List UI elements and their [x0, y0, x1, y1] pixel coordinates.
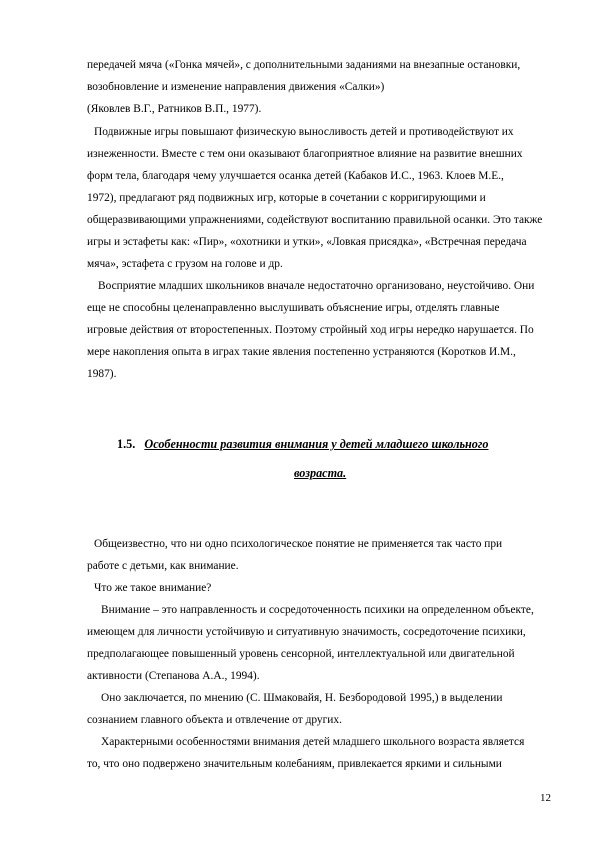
text-line: Восприятие младших школьников вначале недостаточно организовано, неустойчиво. Они [98, 280, 535, 292]
text-line: возобновление и изменение направления движения «Салки») [87, 81, 385, 93]
text-line: Что же такое внимание? [94, 582, 212, 594]
text-line: мяча», эстафета с грузом на голове и др. [87, 258, 283, 270]
text-line: Подвижные игры повышают физическую выносливость детей и противодействуют их [94, 126, 514, 138]
text-line: еще не способны целенаправленно выслушивать объяснение игры, отделять главные [87, 302, 500, 314]
section-title-line2: возраста. [294, 466, 347, 480]
text-line: передачей мяча («Гонка мячей», с дополнительными заданиями на внезапные остановки, [87, 59, 521, 71]
section-title: Особенности развития внимания у детей младшего школьного [144, 437, 489, 451]
text-line: Общеизвестно, что ни одно психологическое понятие не применяется так часто при [94, 538, 503, 550]
text-line: игры и эстафеты как: «Пир», «охотники и утки», «Ловкая присядка», «Встречная передача [87, 236, 527, 248]
text-line: предполагающее повышенный уровень сенсорной, интеллектуальной или двигательной [87, 648, 515, 660]
text-line: имеющем для личности устойчивую и ситуативную значимость, сосредоточение психики, [87, 626, 526, 638]
text-line: 1987). [87, 368, 117, 380]
text-line: сознанием главного объекта и отвлечение от других. [87, 714, 342, 726]
text-line: активности (Степанова А.А., 1994). [87, 670, 260, 682]
text-line: изнеженности. Вместе с тем они оказывают благоприятное влияние на развитие внешних [87, 148, 523, 160]
text-line: то, что оно подвержено значительным колебаниям, привлекается яркими и сильными [87, 758, 502, 770]
text-line: (Яковлев В.Г., Ратников В.П., 1977). [87, 103, 262, 115]
section-heading-continued [294, 466, 346, 481]
text-line: работе с детьми, как внимание. [87, 560, 239, 572]
section-number: 1.5. [117, 437, 136, 451]
text-line: 1972), предлагают ряд подвижных игр, которые в сочетании с корригирующими и [87, 192, 486, 204]
text-line: Оно заключается, по мнению (С. Шмаковайя, Н. Безбородовой 1995,) в выделении [101, 692, 503, 704]
section-heading [117, 437, 489, 452]
text-line: общеразвивающими упражнениями, содействуют воспитанию правильной осанки. Это также [87, 214, 543, 226]
text-line: игровые действия от второстепенных. Поэтому стройный ход игры нередко нарушается. По [87, 324, 534, 336]
page-number: 12 [540, 792, 551, 804]
text-line: мере накопления опыта в играх такие явления постепенно устраняются (Коротков И.М., [87, 346, 516, 358]
text-line: Характерными особенностями внимания детей младшего школьного возраста является [101, 736, 525, 748]
text-line: Внимание – это направленность и сосредоточенность психики на определенном объекте, [101, 604, 534, 616]
text-line: форм тела, благодаря чему улучшается осанка детей (Кабаков И.С., 1963. Клоев М.Е., [87, 170, 504, 182]
